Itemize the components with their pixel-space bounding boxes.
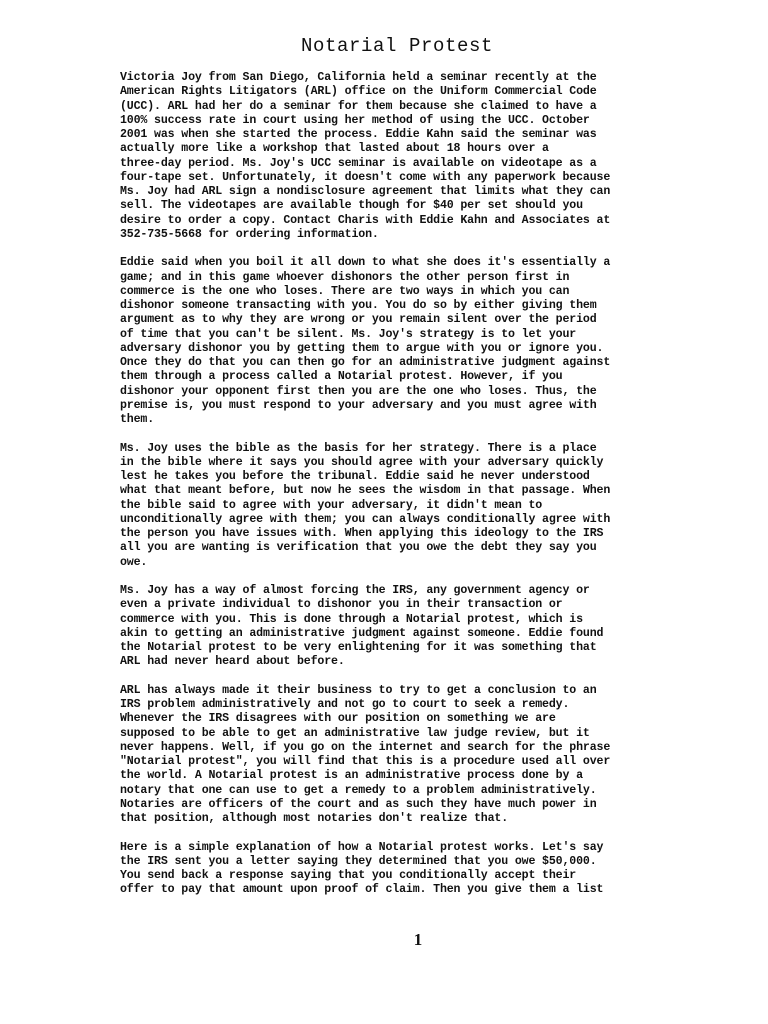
paragraph-1: Victoria Joy from San Diego, California held a seminar recently at the American Rights Litigators (ARL) office on the Uniform Commercial Code (UCC). ARL had her do a seminar for them because she claimed to have a 100% success rate in court using her method of using the UCC. October 2001 was when she started the process. Eddie Kahn said the seminar was actually more like a workshop that lasted about 18 hours over a three-day period. Ms. Joy's UCC seminar is available on videotape as a four-tape set. Unfortunately, it doesn't come with any paperwork because Ms. Joy had ARL sign a nondisclosure agreement that limits what they can sell. The videotapes are available though for $40 per set should you desire to order a copy. Contact Charis with Eddie Kahn and Associates at 352-735-5668 for ordering information. [120, 71, 611, 241]
paragraph-6: Here is a simple explanation of how a Notarial protest works. Let's say the IRS sent you a letter saying they determined that you owe $50,000. You send back a response saying that you conditionally accept their offer to pay that amount upon proof of claim. Then you give them a list [120, 840, 604, 897]
paragraph-4: Ms. Joy has a way of almost forcing the IRS, any government agency or even a private individual to dishonor you in their transaction or commerce with you. This is done through a Notarial protest, which is akin to getting an administrative judgment against someone. Eddie found the Notarial protest to be very enlightening for it was something that ARL had never heard about before. [120, 584, 604, 669]
paragraph-2: Eddie said when you boil it all down to what she does it's essentially a game; and in this game whoever dishonors the other person first in commerce is the one who loses. There are two ways in which you can dishonor someone transacting with you. You do so by either giving them argument as to why they are wrong or you remain silent over the period of time that you can't be silent. Ms. Joy's strategy is to let your adversary dishonor you by getting them to argue with you or ignore you. Once they do that you can then go for an administrative judgment against them through a process called a Notarial protest. However, if you dishonor your opponent first then you are the one who loses. Thus, the premise is, you must respond to your adversary and you must agree with them. [120, 256, 611, 426]
document-title: Notarial Protest [300, 35, 494, 57]
page-number: 1 [413, 930, 423, 949]
paragraph-5: ARL has always made it their business to try to get a conclusion to an IRS problem administratively and not go to court to seek a remedy. Whenever the IRS disagrees with our position on something we are supposed to be able to get an administrative law judge review, but it never happens. Well, if you go on the internet and search for the phrase "Notarial protest", you will find that this is a procedure used all over the world. A Notarial protest is an administrative process done by a notary that one can use to get a remedy to a problem administratively. Notaries are officers of the court and as such they have much power in that position, although most notaries don't realize that. [120, 683, 611, 825]
paragraph-3: Ms. Joy uses the bible as the basis for her strategy. There is a place in the bible where it says you should agree with your adversary quickly lest he takes you before the tribunal. Eddie said he never understood what that meant before, but now he sees the wisdom in that passage. When the bible said to agree with your adversary, it didn't mean to unconditionally agree with them; you can always conditionally agree with the person you have issues with. When applying this ideology to the IRS all you are wanting is verification that you owe the debt they say you owe. [120, 441, 611, 569]
document-body [120, 71, 668, 912]
